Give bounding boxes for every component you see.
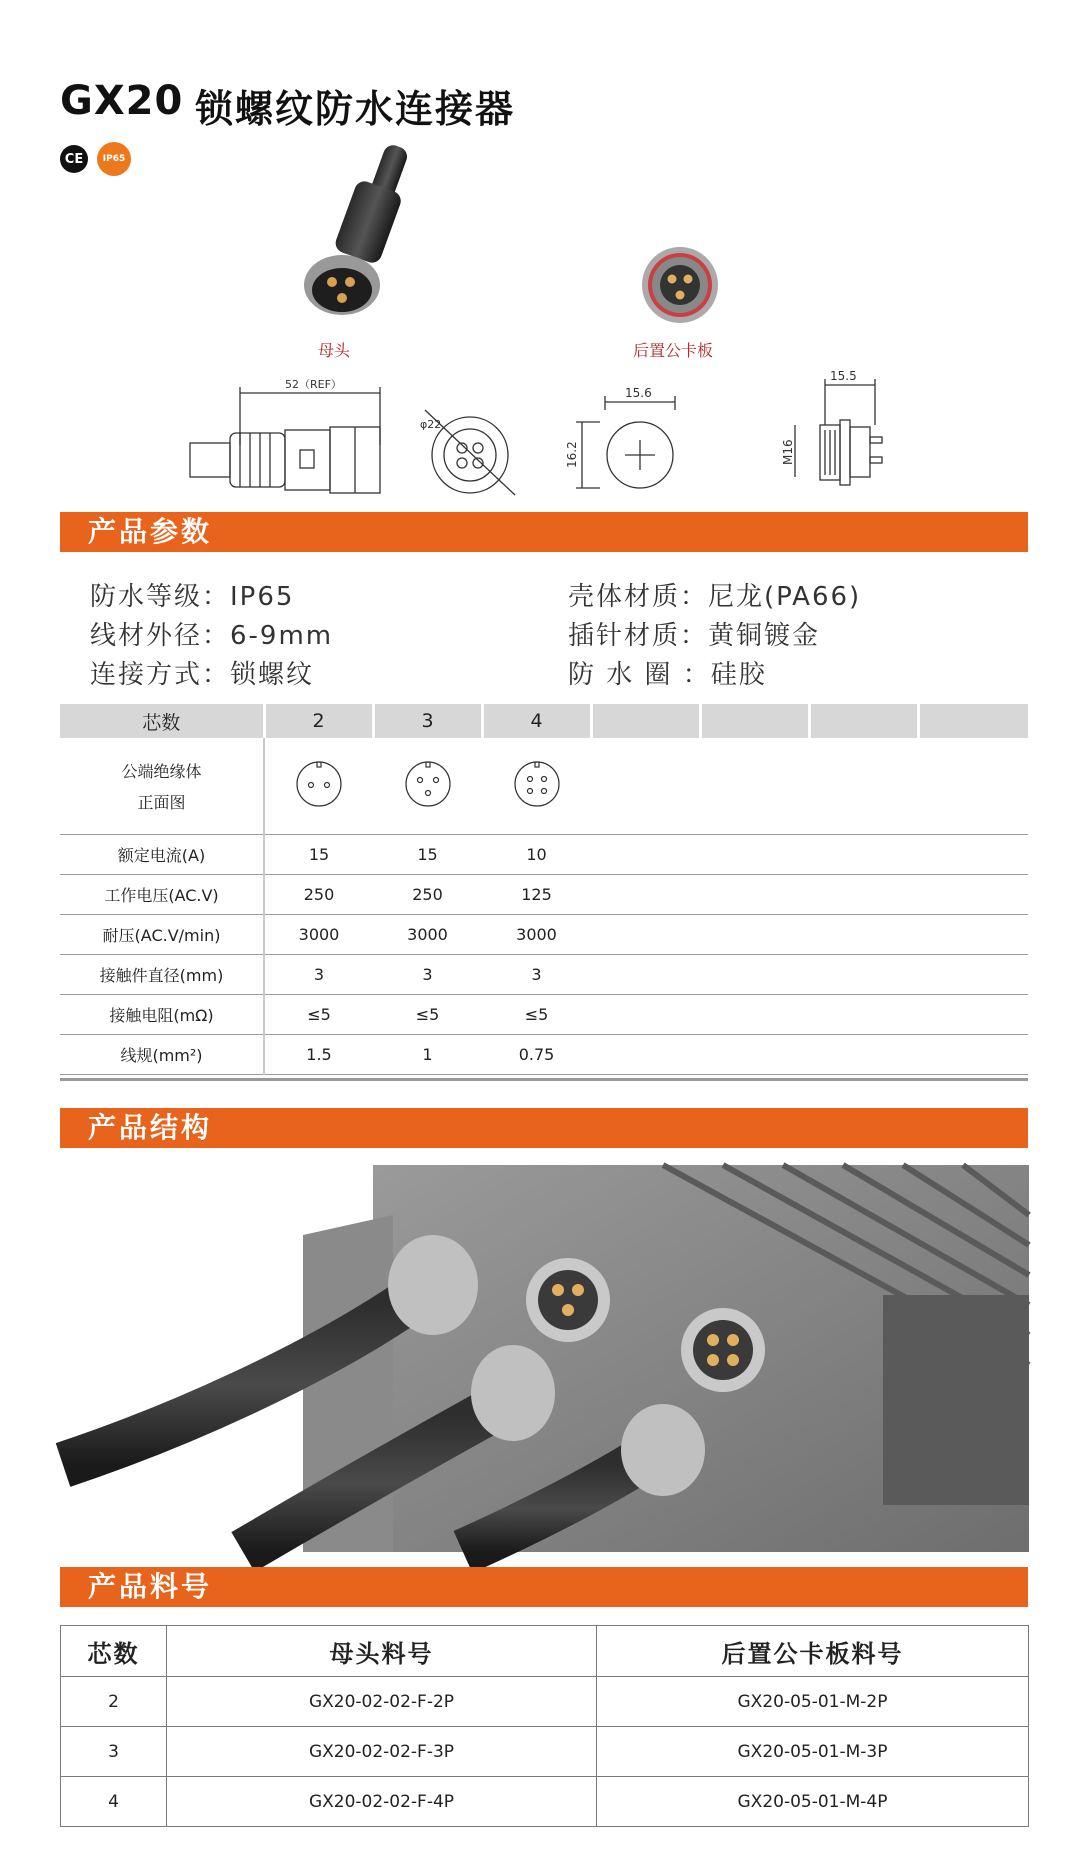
thread-dimension: M16 (781, 439, 795, 465)
length-dimension: 52（REF） (285, 378, 342, 391)
panel-width-dimension: 15.6 (625, 386, 652, 400)
core-2: 2 (264, 704, 373, 738)
part-header-row: 芯数 母头料号 后置公卡板料号 (61, 1626, 1029, 1677)
spec-table (60, 704, 1028, 1075)
core-4: 4 (482, 704, 591, 738)
panel-front-drawing (565, 380, 690, 500)
spec-row: 额定电流(A) 15 15 10 (60, 834, 1028, 874)
ce-badge-icon: CE (60, 145, 88, 173)
female-front-drawing (415, 400, 525, 500)
spec-row: 工作电压(AC.V) 250 250 125 (60, 874, 1028, 914)
spec-header-row (60, 704, 1028, 738)
core-3: 3 (373, 704, 482, 738)
ip65-badge-icon: IP65 (97, 142, 131, 176)
spec-row: 接触电阻(mΩ) ≤5 ≤5 ≤5 (60, 994, 1028, 1034)
table-row: 3 GX20-02-02-F-3P GX20-05-01-M-3P (61, 1727, 1029, 1777)
side-width-dimension: 15.5 (830, 369, 857, 383)
spec-row: 耐压(AC.V/min) 3000 3000 3000 (60, 914, 1028, 954)
panel-height-dimension: 16.2 (565, 441, 579, 468)
product-name: 锁螺纹防水连接器 (195, 87, 516, 131)
spec-row: 接触件直径(mm) 3 3 3 (60, 954, 1028, 994)
param-cable-od: 线材外径：6-9mm (90, 621, 334, 651)
female-caption: 母头 (318, 341, 351, 360)
panel-side-drawing (770, 365, 910, 505)
diameter-dimension: φ22 (420, 418, 442, 431)
param-connection: 连接方式：锁螺纹 (90, 660, 315, 690)
pinout-2-icon (294, 759, 344, 809)
table-row: 4 GX20-02-02-F-4P GX20-05-01-M-4P (61, 1777, 1029, 1827)
param-pin: 插针材质：黄铜镀金 (568, 621, 821, 651)
pinout-4-icon (512, 759, 562, 809)
pinout-3-icon (403, 759, 453, 809)
structure-photo (63, 1165, 1029, 1552)
param-seal: 防 水 圈 ：硅胶 (568, 660, 767, 690)
param-housing: 壳体材质：尼龙(PA66) (568, 582, 862, 612)
product-model: GX20 (60, 78, 184, 124)
front-view-row (60, 738, 1028, 834)
param-waterproof: 防水等级：IP65 (90, 582, 295, 612)
table-row: 2 GX20-02-02-F-2P GX20-05-01-M-2P (61, 1677, 1029, 1727)
core-count-label: 芯数 (60, 704, 264, 738)
section-structure: 产品结构 (60, 1108, 1028, 1148)
panel-caption: 后置公卡板 (633, 341, 714, 360)
panel-connector-image (640, 245, 720, 325)
section-part-numbers: 产品料号 (60, 1567, 1028, 1607)
table-bottom-rule (60, 1078, 1028, 1081)
part-number-table (60, 1625, 1029, 1827)
section-params: 产品参数 (60, 512, 1028, 552)
female-connector-image (290, 140, 430, 340)
spec-row: 线规(mm²) 1.5 1 0.75 (60, 1034, 1028, 1074)
front-view-label: 公端绝缘体 正面图 (60, 738, 264, 834)
